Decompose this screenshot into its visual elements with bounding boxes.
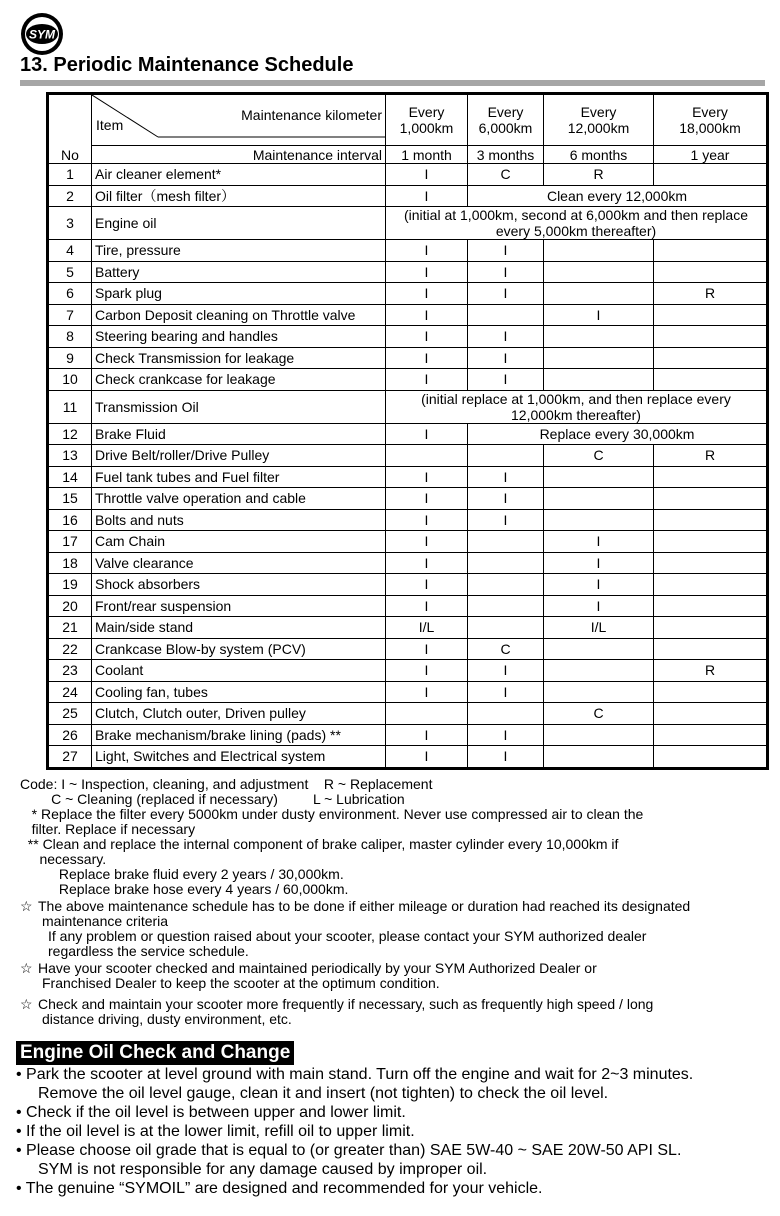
row-cell-1: I [386, 240, 468, 262]
row-cell-1: I [386, 185, 468, 207]
row-item: Brake mechanism/brake lining (pads) ** [92, 724, 386, 746]
row-cell-1: I [386, 488, 468, 510]
row-cell-4 [654, 703, 768, 725]
table-row [48, 617, 768, 639]
row-cell-4 [654, 304, 768, 326]
table-row [48, 466, 768, 488]
row-cell-3: I [544, 304, 654, 326]
table-row [48, 595, 768, 617]
row-cell-2: I [468, 509, 544, 531]
row-cell-2 [468, 595, 544, 617]
note-line: necessary. [20, 851, 107, 867]
header-col-4: Every 18,000km [654, 94, 768, 146]
row-cell-2 [468, 445, 544, 467]
row-cell-4 [654, 369, 768, 391]
row-cell-3 [544, 509, 654, 531]
header-no: No [48, 94, 92, 164]
row-cell-2: I [468, 261, 544, 283]
row-item: Main/side stand [92, 617, 386, 639]
star-icon: ☆ [20, 996, 33, 1012]
row-cell-2: I [468, 240, 544, 262]
row-item: Tire, pressure [92, 240, 386, 262]
note-line: Replace brake fluid every 2 years / 30,000km. [20, 866, 344, 882]
row-cell-4: R [654, 660, 768, 682]
header-item: Item [96, 117, 124, 133]
row-cell-1: I [386, 304, 468, 326]
row-number: 15 [48, 488, 92, 510]
section-title: 13. Periodic Maintenance Schedule [20, 54, 354, 76]
note-line: * Replace the filter every 5000km under dusty environment. Never use compressed air to clean the [20, 806, 644, 822]
row-cell-2: I [468, 326, 544, 348]
row-cell-4 [654, 617, 768, 639]
table-row [48, 207, 768, 240]
table-row [48, 445, 768, 467]
bullet-line: Park the scooter at level ground with main stand. Turn off the engine and wait for 2~3 minutes. [26, 1066, 694, 1083]
row-cell-1: I [386, 164, 468, 186]
table-row [48, 574, 768, 596]
row-cell-1: I [386, 746, 468, 769]
note-line: C ~ Cleaning (replaced if necessary) L ~ Lubrication [20, 791, 405, 807]
row-cell-1: I [386, 681, 468, 703]
table-row [48, 304, 768, 326]
star-note-line: Have your scooter checked and maintained periodically by your SYM Authorized Dealer or [38, 960, 597, 976]
row-cell-4 [654, 595, 768, 617]
row-cell-2 [468, 304, 544, 326]
row-number: 3 [48, 207, 92, 240]
maintenance-table [46, 92, 769, 770]
star-note [20, 961, 770, 991]
row-cell-4 [654, 261, 768, 283]
row-cell-4: R [654, 445, 768, 467]
row-cell-3 [544, 488, 654, 510]
row-cell-2 [468, 703, 544, 725]
row-item: Shock absorbers [92, 574, 386, 596]
row-cell-4 [654, 347, 768, 369]
row-cell-1: I [386, 283, 468, 305]
row-cell-4 [654, 466, 768, 488]
table-row [48, 283, 768, 305]
table-row [48, 552, 768, 574]
row-cell-2: I [468, 724, 544, 746]
row-cell-4 [654, 240, 768, 262]
row-cell-1: I [386, 466, 468, 488]
row-item: Brake Fluid [92, 423, 386, 445]
row-schedule-note: Replace every 30,000km [468, 423, 768, 445]
row-number: 27 [48, 746, 92, 769]
note-line: ** Clean and replace the internal component of brake caliper, master cylinder every 10,000km if [20, 836, 619, 852]
row-number: 7 [48, 304, 92, 326]
row-cell-1: I [386, 326, 468, 348]
table-row [48, 531, 768, 553]
row-cell-2 [468, 552, 544, 574]
table-row [48, 746, 768, 769]
row-cell-2 [468, 574, 544, 596]
row-number: 8 [48, 326, 92, 348]
row-item: Bolts and nuts [92, 509, 386, 531]
row-number: 2 [48, 185, 92, 207]
row-cell-3 [544, 369, 654, 391]
row-cell-1: I [386, 509, 468, 531]
table-row [48, 326, 768, 348]
row-number: 4 [48, 240, 92, 262]
row-cell-3 [544, 660, 654, 682]
row-item: Throttle valve operation and cable [92, 488, 386, 510]
row-number: 6 [48, 283, 92, 305]
row-cell-1: I [386, 552, 468, 574]
row-item: Transmission Oil [92, 390, 386, 423]
row-cell-1: I [386, 595, 468, 617]
row-cell-1: I [386, 261, 468, 283]
star-icon: ☆ [20, 960, 33, 976]
row-cell-4 [654, 681, 768, 703]
row-cell-1: I [386, 724, 468, 746]
row-cell-1 [386, 703, 468, 725]
row-item: Air cleaner element* [92, 164, 386, 186]
row-cell-3 [544, 326, 654, 348]
table-row [48, 164, 768, 186]
row-number: 23 [48, 660, 92, 682]
row-cell-1: I/L [386, 617, 468, 639]
table-row [48, 724, 768, 746]
table-row [48, 660, 768, 682]
bullet-item [16, 1122, 776, 1141]
row-item: Valve clearance [92, 552, 386, 574]
table-row [48, 390, 768, 423]
row-number: 19 [48, 574, 92, 596]
bullet-dot-icon: • [16, 1104, 27, 1121]
row-cell-1: I [386, 574, 468, 596]
header-interval-3: 6 months [544, 146, 654, 164]
row-cell-4 [654, 531, 768, 553]
row-cell-3: I [544, 595, 654, 617]
bullet-item [16, 1103, 776, 1122]
row-number: 14 [48, 466, 92, 488]
row-item: Battery [92, 261, 386, 283]
row-item: Carbon Deposit cleaning on Throttle valve [92, 304, 386, 326]
table-row [48, 185, 768, 207]
row-item: Crankcase Blow-by system (PCV) [92, 638, 386, 660]
table-row [48, 509, 768, 531]
row-number: 25 [48, 703, 92, 725]
row-cell-3: I [544, 552, 654, 574]
table-row [48, 638, 768, 660]
row-number: 12 [48, 423, 92, 445]
row-cell-2: I [468, 488, 544, 510]
row-schedule-note: (initial at 1,000km, second at 6,000km and then replace every 5,000km thereafter) [386, 207, 768, 240]
row-item: Spark plug [92, 283, 386, 305]
header-item-cell [92, 94, 386, 146]
row-cell-1: I [386, 660, 468, 682]
bullet-line: Check if the oil level is between upper and lower limit. [26, 1104, 406, 1121]
header-interval-2: 3 months [468, 146, 544, 164]
row-cell-3: C [544, 703, 654, 725]
row-number: 9 [48, 347, 92, 369]
row-item: Check crankcase for leakage [92, 369, 386, 391]
bullet-item [16, 1141, 776, 1179]
row-cell-3 [544, 240, 654, 262]
row-cell-4 [654, 746, 768, 769]
row-cell-3: R [544, 164, 654, 186]
bullet-dot-icon: • [16, 1066, 27, 1083]
row-number: 16 [48, 509, 92, 531]
row-cell-2 [468, 531, 544, 553]
header-interval-label: Maintenance interval [92, 146, 386, 164]
row-number: 10 [48, 369, 92, 391]
row-number: 13 [48, 445, 92, 467]
row-number: 5 [48, 261, 92, 283]
row-cell-3: I/L [544, 617, 654, 639]
row-item: Clutch, Clutch outer, Driven pulley [92, 703, 386, 725]
table-row [48, 261, 768, 283]
row-cell-3 [544, 724, 654, 746]
row-item: Check Transmission for leakage [92, 347, 386, 369]
star-note-line: regardless the service schedule. [48, 943, 249, 959]
header-interval-1: 1 month [386, 146, 468, 164]
table-row [48, 681, 768, 703]
header-col-3: Every 12,000km [544, 94, 654, 146]
row-schedule-note: Clean every 12,000km [468, 185, 768, 207]
row-cell-2: C [468, 164, 544, 186]
row-item: Front/rear suspension [92, 595, 386, 617]
row-cell-3 [544, 746, 654, 769]
star-note-line: Check and maintain your scooter more frequently if necessary, such as frequently high speed / long [38, 996, 654, 1012]
row-cell-2: I [468, 283, 544, 305]
row-cell-3 [544, 261, 654, 283]
row-cell-2: I [468, 660, 544, 682]
engine-oil-bullets [16, 1065, 776, 1198]
title-rule [20, 80, 765, 86]
row-cell-2 [468, 617, 544, 639]
row-cell-4 [654, 574, 768, 596]
table-row [48, 423, 768, 445]
star-note [20, 997, 770, 1027]
row-schedule-note: (initial replace at 1,000km, and then replace every 12,000km thereafter) [386, 390, 768, 423]
row-item: Drive Belt/roller/Drive Pulley [92, 445, 386, 467]
row-cell-2: C [468, 638, 544, 660]
row-number: 18 [48, 552, 92, 574]
row-item: Fuel tank tubes and Fuel filter [92, 466, 386, 488]
star-note-line: distance driving, dusty environment, etc. [42, 1011, 292, 1027]
bullet-line: If the oil level is at the lower limit, refill oil to upper limit. [26, 1123, 415, 1140]
row-cell-4: R [654, 283, 768, 305]
engine-oil-heading: Engine Oil Check and Change [16, 1041, 294, 1065]
note-line: filter. Replace if necessary [20, 821, 196, 837]
bullet-item [16, 1065, 776, 1103]
row-cell-2: I [468, 347, 544, 369]
logo-text: SYM [28, 27, 56, 42]
row-cell-1: I [386, 423, 468, 445]
table-row [48, 347, 768, 369]
row-cell-3 [544, 283, 654, 305]
bullet-line: SYM is not responsible for any damage caused by improper oil. [38, 1161, 488, 1178]
row-cell-1 [386, 445, 468, 467]
header-col-1: Every 1,000km [386, 94, 468, 146]
row-item: Steering bearing and handles [92, 326, 386, 348]
row-cell-3 [544, 681, 654, 703]
row-item: Coolant [92, 660, 386, 682]
row-cell-4 [654, 509, 768, 531]
row-cell-4 [654, 552, 768, 574]
bullet-line: Remove the oil level gauge, clean it and insert (not tighten) to check the oil level. [38, 1085, 609, 1102]
row-cell-1: I [386, 638, 468, 660]
note-line: Code: I ~ Inspection, cleaning, and adjustment R ~ Replacement [20, 776, 433, 792]
notes-block [20, 777, 770, 1027]
row-cell-4 [654, 638, 768, 660]
star-note [20, 899, 770, 959]
row-number: 1 [48, 164, 92, 186]
table-row [48, 369, 768, 391]
row-item: Engine oil [92, 207, 386, 240]
note-line: Replace brake hose every 4 years / 60,000km. [20, 881, 349, 897]
sym-logo [20, 12, 64, 56]
row-item: Cam Chain [92, 531, 386, 553]
row-cell-2: I [468, 369, 544, 391]
row-cell-2: I [468, 746, 544, 769]
bullet-dot-icon: • [16, 1180, 26, 1197]
row-cell-3: C [544, 445, 654, 467]
row-cell-3: I [544, 531, 654, 553]
row-cell-1: I [386, 531, 468, 553]
row-number: 11 [48, 390, 92, 423]
star-note-line: maintenance criteria [42, 913, 169, 929]
row-item: Light, Switches and Electrical system [92, 746, 386, 769]
star-note-line: If any problem or question raised about your scooter, please contact your SYM authorized dealer [48, 928, 647, 944]
row-number: 17 [48, 531, 92, 553]
table-row [48, 703, 768, 725]
row-cell-4 [654, 326, 768, 348]
row-cell-1: I [386, 347, 468, 369]
row-cell-2: I [468, 466, 544, 488]
star-note-line: The above maintenance schedule has to be done if either mileage or duration had reached its designated [38, 898, 691, 914]
row-item: Oil filter（mesh filter） [92, 185, 386, 207]
bullet-dot-icon: • [16, 1123, 27, 1140]
row-cell-2: I [468, 681, 544, 703]
bullet-line: Please choose oil grade that is equal to (or greater than) SAE 5W-40 ~ SAE 20W-50 API SL. [26, 1142, 682, 1159]
star-note-line: Franchised Dealer to keep the scooter at the optimum condition. [42, 975, 440, 991]
row-cell-3 [544, 638, 654, 660]
table-row [48, 488, 768, 510]
header-interval-4: 1 year [654, 146, 768, 164]
row-cell-4 [654, 164, 768, 186]
star-icon: ☆ [20, 898, 33, 914]
row-number: 24 [48, 681, 92, 703]
row-number: 26 [48, 724, 92, 746]
row-number: 20 [48, 595, 92, 617]
row-number: 22 [48, 638, 92, 660]
row-cell-4 [654, 488, 768, 510]
row-cell-1: I [386, 369, 468, 391]
row-cell-4 [654, 724, 768, 746]
bullet-item [16, 1179, 776, 1198]
bullet-dot-icon: • [16, 1142, 27, 1159]
header-km-label: Maintenance kilometer [241, 107, 382, 123]
row-item: Cooling fan, tubes [92, 681, 386, 703]
row-number: 21 [48, 617, 92, 639]
table-row [48, 240, 768, 262]
row-cell-3 [544, 466, 654, 488]
header-col-2: Every 6,000km [468, 94, 544, 146]
row-cell-3: I [544, 574, 654, 596]
row-cell-3 [544, 347, 654, 369]
bullet-line: The genuine “SYMOIL” are designed and recommended for your vehicle. [25, 1180, 543, 1197]
